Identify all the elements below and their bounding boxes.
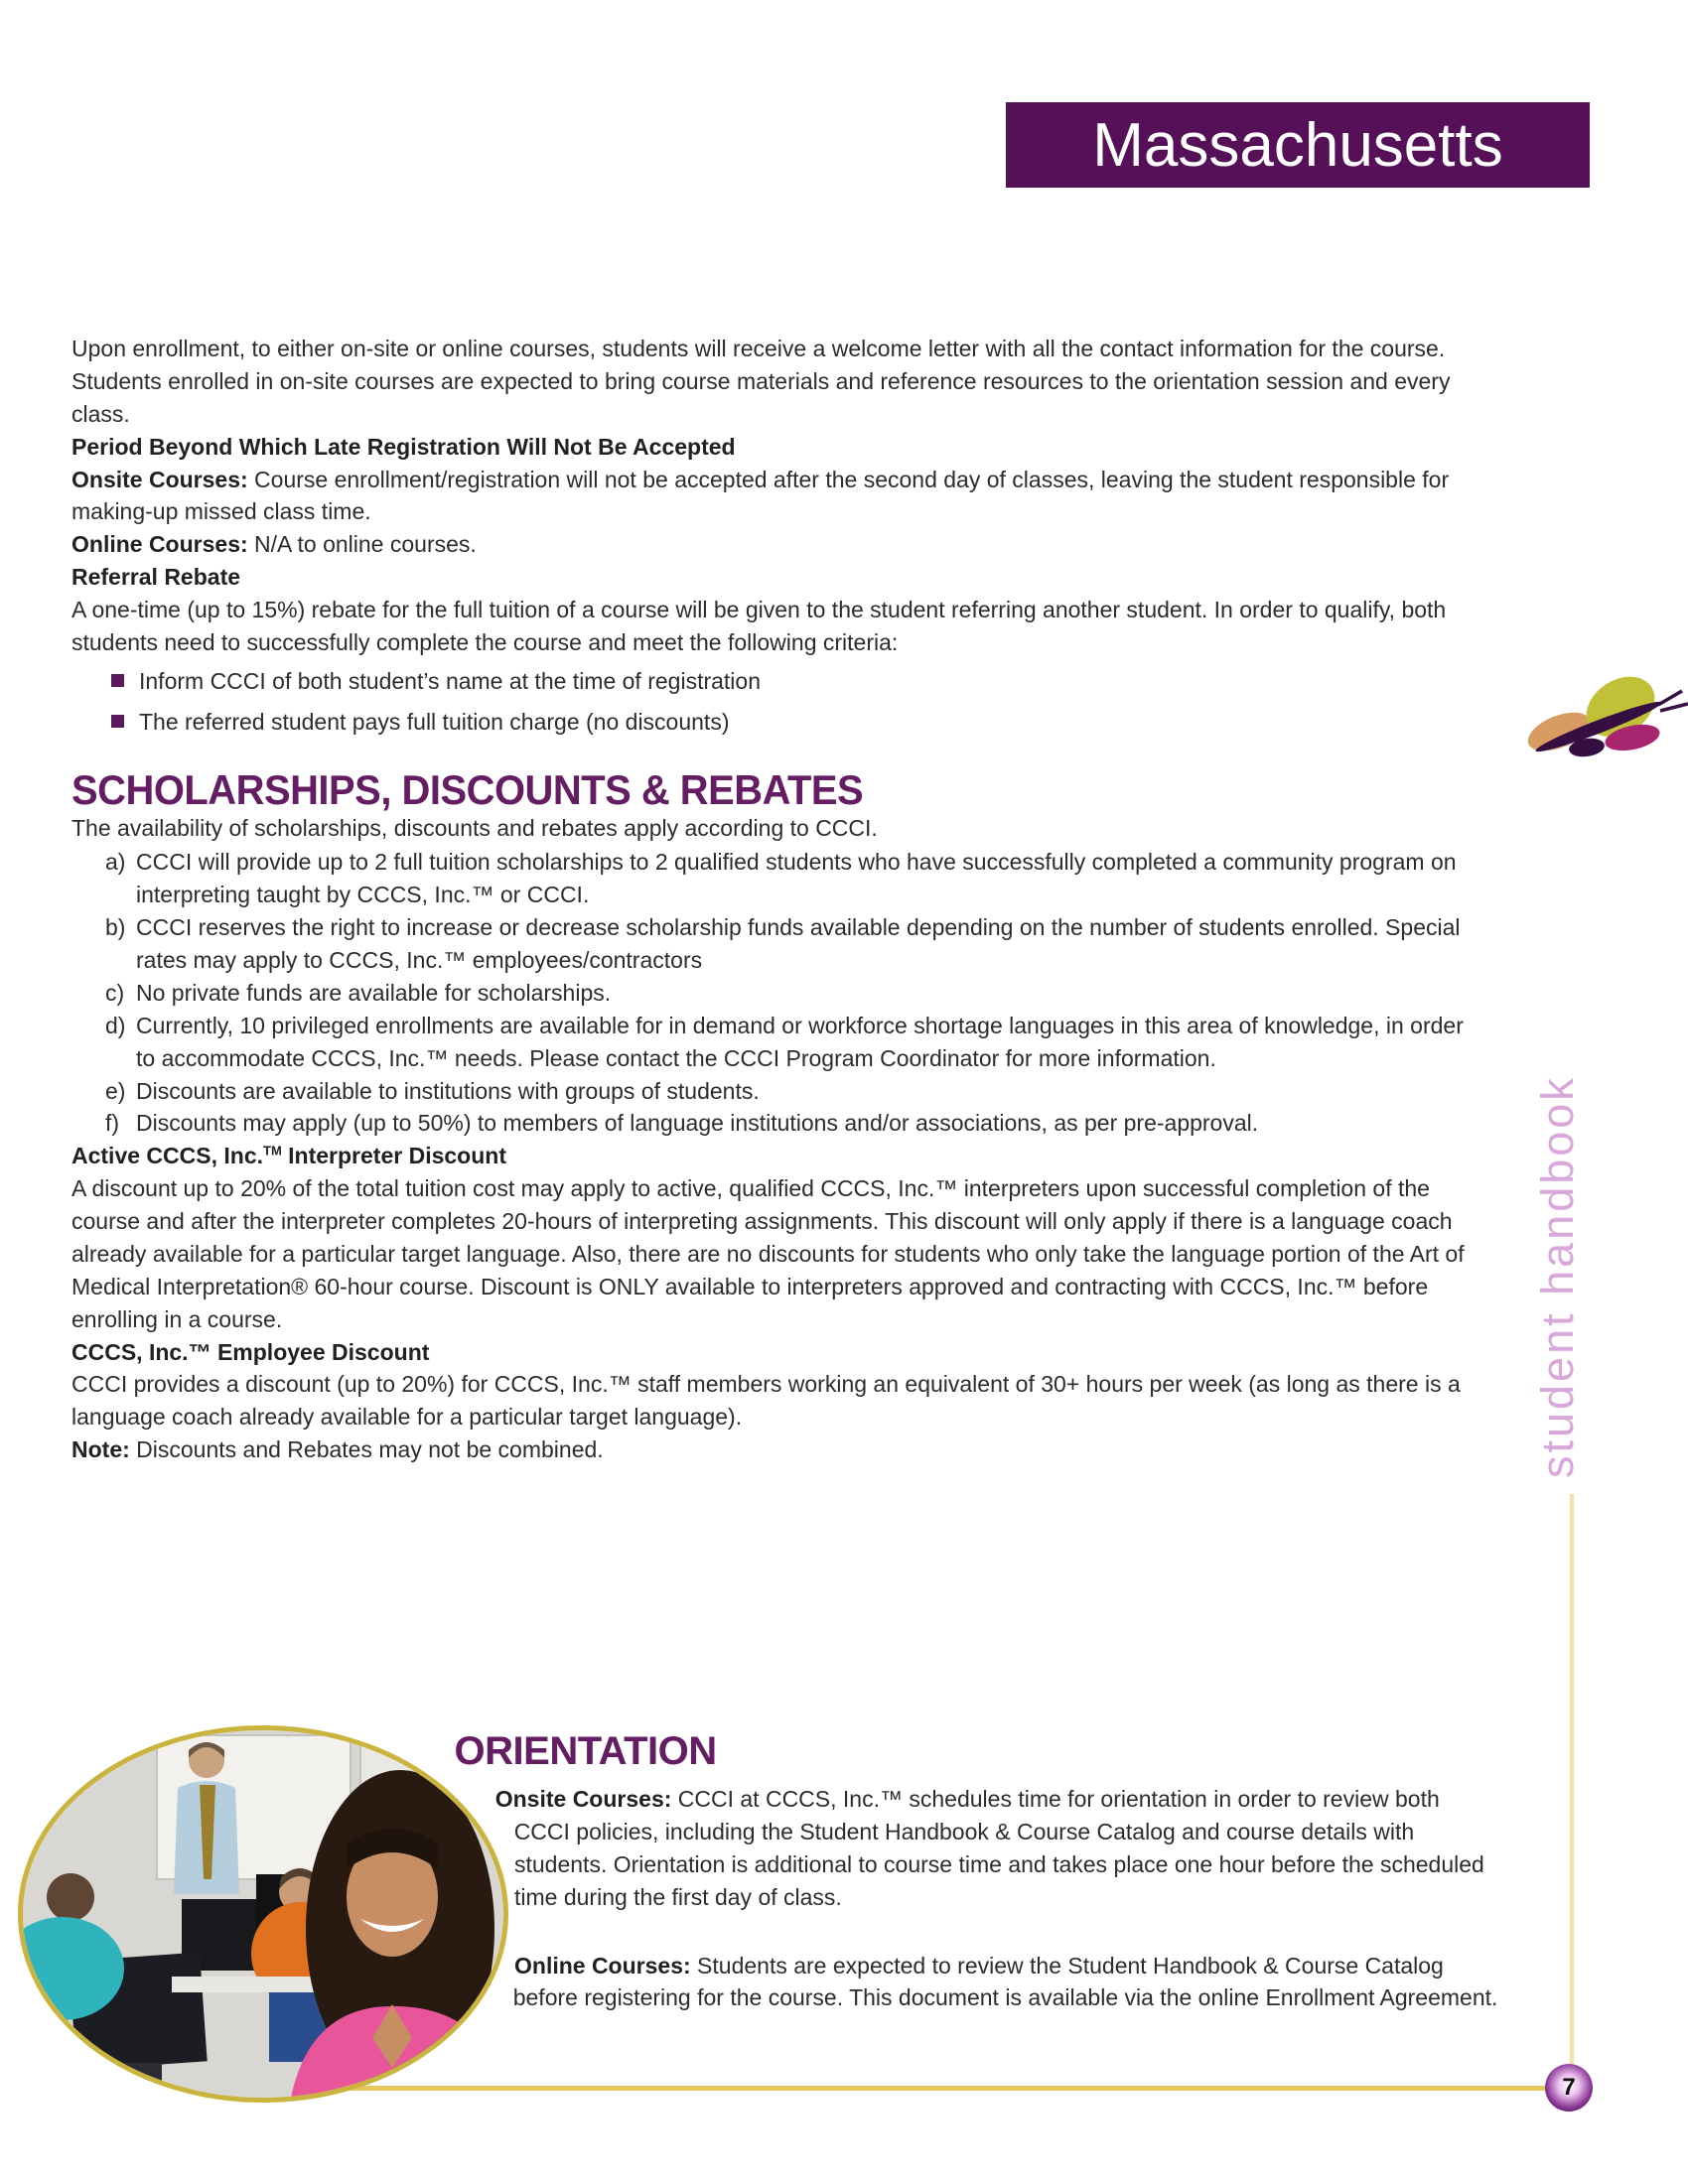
sidebar-vertical-rule [1570,1494,1574,2068]
scholarships-heading: SCHOLARSHIPS, DISCOUNTS & REBATES [71,765,864,813]
list-item-text: Discounts may apply (up to 50%) to members of language institutions and/or associations, as per pre-approval. [136,1110,1259,1137]
main-text-column [71,333,1481,1466]
list-item-text: Discounts are available to institutions with groups of students. [136,1077,760,1104]
square-bullet-icon [111,715,124,728]
late-registration-onsite [71,464,1481,529]
note-text: Discounts and Rebates may not be combined. [129,1436,604,1463]
state-banner-title: Massachusetts [1092,110,1503,180]
footer-horizontal-rule [253,2086,1550,2091]
sidebar-vertical-label: student handbook [1532,1075,1583,1478]
list-item-text: Currently, 10 privileged enrollments are available for in demand or workforce shortage languages in this area of knowledge, in order to accommodate CCCS, Inc.™ needs. Please contact the CCCI Program Coordinator for more information. [136,1012,1464,1071]
online-courses-text: N/A to online courses. [247,531,477,558]
late-registration-heading: Period Beyond Which Late Registration Will Not Be Accepted [71,433,736,460]
scholarships-intro: The availability of scholarships, discounts and rebates apply according to CCCI. [71,814,878,841]
state-banner [1006,102,1590,188]
employee-discount-heading: CCCS, Inc.™ Employee Discount [71,1338,430,1365]
trademark-superscript: TM [263,1143,282,1159]
list-item [105,1010,1481,1075]
classroom-photo-illustration [23,1730,503,2098]
list-item [111,665,1481,698]
orientation-heading: ORIENTATION [454,1729,717,1773]
orientation-online-text: Students are expected to review the Student Handbook & Course Catalog before registering for the course. This document is available via the online Enrollment Agreement. [512,1952,1498,2011]
list-item-label: a) [105,849,126,876]
orientation-section [18,1725,1499,2103]
interpreter-discount-heading [71,1140,1481,1172]
list-item-label: f) [105,1110,120,1137]
onsite-courses-text: Course enrollment/registration will not be accepted after the second day of classes, leaving the student responsible for making-up missed class time. [71,466,1450,525]
list-item-text: CCCI will provide up to 2 full tuition scholarships to 2 qualified students who have successfully completed a community program on interpreting taught by CCCS, Inc.™ or CCCI. [136,849,1457,908]
page-number-badge [1545,2064,1593,2112]
interpreter-heading-suffix: Interpreter Discount [281,1143,506,1169]
referral-rebate-body: A one-time (up to 15%) rebate for the full tuition of a course will be given to the student referring another student. In order to qualify, both students need to successfully complete the course and meet the following criteria: [71,597,1447,655]
onsite-courses-label: Onsite Courses: [494,1786,672,1812]
list-item-label: b) [105,914,126,941]
interpreter-heading-prefix: Active CCCS, Inc. [71,1143,263,1169]
online-courses-label: Online Courses: [514,1952,691,1979]
bullet-text: Inform CCCI of both student’s name at the time of registration [139,667,761,694]
page-number: 7 [1562,2074,1576,2101]
note-line [71,1433,1481,1466]
list-item [111,706,1481,739]
list-item [105,911,1481,977]
referral-rebate-bullets [71,665,1481,739]
list-item-text: No private funds are available for scholarships. [136,979,612,1006]
note-label: Note: [71,1436,130,1463]
list-item [105,977,1481,1010]
list-item-text: CCCI reserves the right to increase or decrease scholarship funds available depending on the number of students enrolled. Special rates may apply to CCCS, Inc.™ employees/contractors [136,914,1461,974]
list-item [105,846,1481,911]
classroom-photo [18,1725,508,2103]
onsite-courses-label: Onsite Courses: [71,466,248,492]
orientation-onsite-text: CCCI at CCCS, Inc.™ schedules time for orientation in order to review both CCCI policies, including the Student Handbook & Course Catalog and course details with students. Orientation is additional to course time and takes place one hour before the scheduled time during the first day of class. [513,1786,1484,1910]
referral-rebate-heading: Referral Rebate [71,564,241,591]
bullet-text: The referred student pays full tuition charge (no discounts) [139,708,730,735]
list-item-label: c) [105,979,125,1006]
list-item-label: d) [105,1012,126,1038]
list-item [105,1075,1481,1108]
interpreter-discount-body: A discount up to 20% of the total tuition cost may apply to active, qualified CCCS, Inc.™ interpreters upon successful completion of the course and after the interpreter completes 20-hours of interpreting assignments. This discount will only apply if there is a language coach already available for a particular target language. Also, there are no discounts for students who only take the language portion of the Art of Medical Interpretation® 60-hour course. Discount is ONLY available to interpreters approved and contracting with CCCS, Inc.™ before enrolling in a course. [71,1175,1465,1332]
late-registration-online [71,528,1481,561]
employee-discount-body: CCCI provides a discount (up to 20%) for CCCS, Inc.™ staff members working an equivalent of 30+ hours per week (as long as there is a language coach already available for a particular target language). [71,1371,1461,1431]
list-item-label: e) [105,1077,126,1104]
intro-paragraph: Upon enrollment, to either on-site or online courses, students will receive a welcome letter with all the contact information for the course. Students enrolled in on-site courses are expected to bring course materials and reference resources to the orientation session and every class. [71,336,1451,427]
online-courses-label: Online Courses: [71,531,248,558]
butterfly-logo-icon [1487,673,1688,787]
square-bullet-icon [111,674,124,687]
scholarships-list [71,846,1481,1140]
list-item [105,1107,1481,1140]
